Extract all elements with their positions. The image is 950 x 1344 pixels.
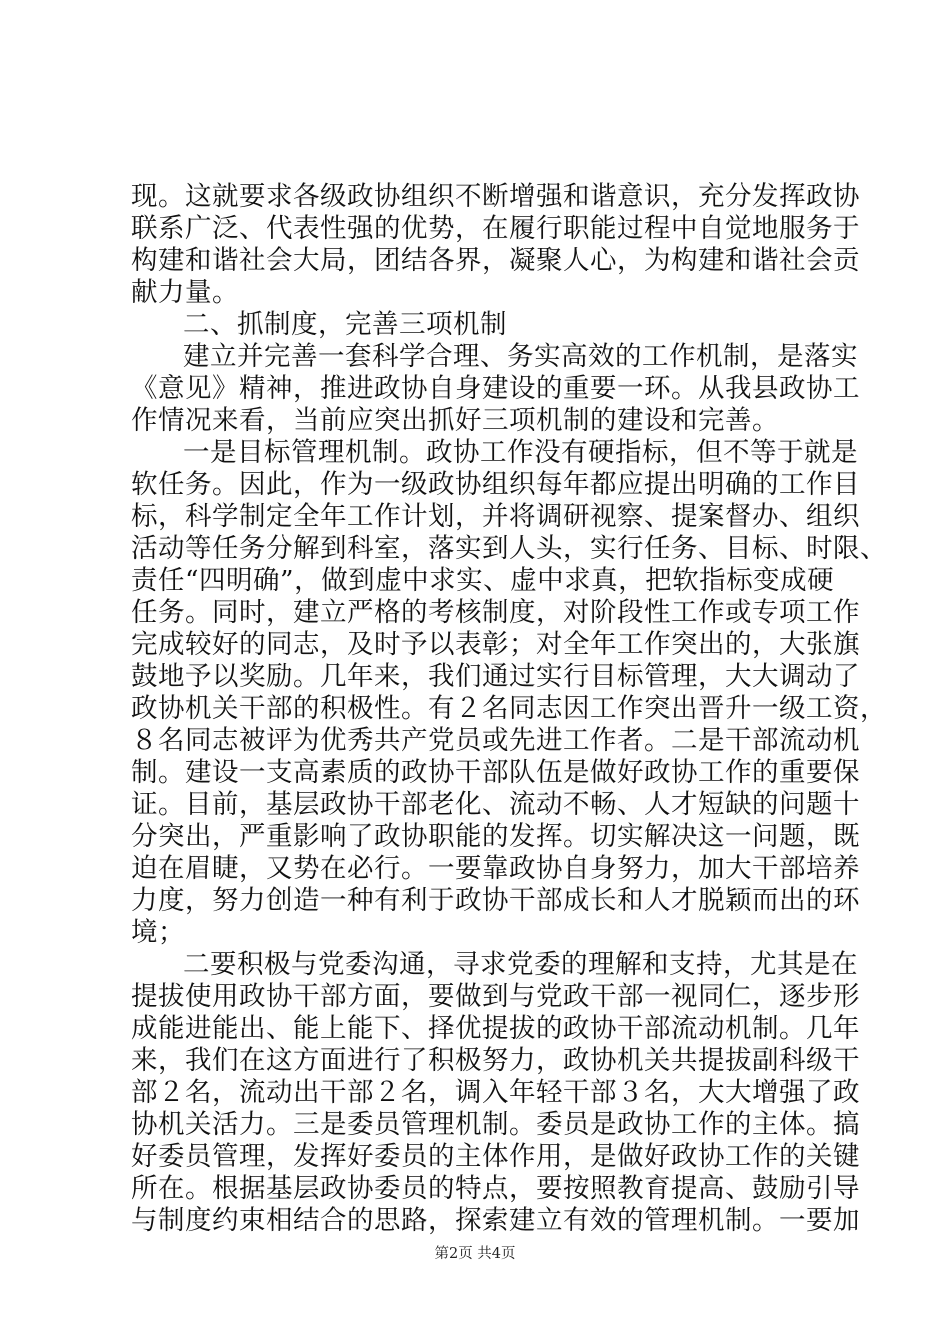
body-text-line: 制。建设一支高素质的政协干部队伍是做好政协工作的重要保 (131, 757, 860, 788)
body-text-line: 责任“四明确”，做到虚中求实、虚中求真，把软指标变成硬 (131, 565, 835, 596)
body-text-line: 献力量。 (131, 277, 239, 308)
body-text-line: 任务。同时，建立严格的考核制度，对阶段性工作或专项工作 (131, 597, 860, 628)
body-text-line: 作情况来看，当前应突出抓好三项机制的建设和完善。 (131, 405, 779, 436)
body-text-line: 构建和谐社会大局，团结各界，凝聚人心，为构建和谐社会贡 (131, 245, 860, 276)
body-text-line: 一是目标管理机制。政协工作没有硬指标，但不等于就是 (183, 437, 858, 468)
body-text-line: 部２名，流动出干部２名，调入年轻干部３名，大大增强了政 (131, 1077, 860, 1108)
body-text-line: 二要积极与党委沟通，寻求党委的理解和支持，尤其是在 (183, 949, 858, 980)
body-text-line: 协机关活力。三是委员管理机制。委员是政协工作的主体。搞 (131, 1109, 860, 1140)
body-text-line: 完成较好的同志，及时予以表彰；对全年工作突出的，大张旗 (131, 629, 860, 660)
page-number-footer: 第2页 共4页 (434, 1246, 516, 1262)
body-text-line: 分突出，严重影响了政协职能的发挥。切实解决这一问题，既 (131, 821, 860, 852)
body-text-line: 境； (131, 917, 185, 948)
body-text-line: 所在。根据基层政协委员的特点，要按照教育提高、鼓励引导 (131, 1173, 860, 1204)
body-text-line: 提拔使用政协干部方面，要做到与党政干部一视同仁，逐步形 (131, 981, 860, 1012)
body-text-line: 来，我们在这方面进行了积极努力，政协机关共提拔副科级干 (131, 1045, 860, 1076)
body-text-line: 建立并完善一套科学合理、务实高效的工作机制，是落实 (183, 341, 858, 372)
body-text-line: 好委员管理，发挥好委员的主体作用，是做好政协工作的关键 (131, 1141, 860, 1172)
body-text-line: 政协机关干部的积极性。有２名同志因工作突出晋升一级工资， (131, 693, 887, 724)
body-text-line: 证。目前，基层政协干部老化、流动不畅、人才短缺的问题十 (131, 789, 860, 820)
body-text-line: 与制度约束相结合的思路，探索建立有效的管理机制。一要加 (131, 1205, 860, 1236)
body-text-line: 现。这就要求各级政协组织不断增强和谐意识，充分发挥政协 (131, 181, 860, 212)
body-text-line: 联系广泛、代表性强的优势，在履行职能过程中自觉地服务于 (131, 213, 860, 244)
body-text-line: 《意见》精神，推进政协自身建设的重要一环。从我县政协工 (131, 373, 860, 404)
body-text-line: ８名同志被评为优秀共产党员或先进工作者。二是干部流动机 (131, 725, 860, 756)
body-text-line: 成能进能出、能上能下、择优提拔的政协干部流动机制。几年 (131, 1013, 860, 1044)
body-text-line: 软任务。因此，作为一级政协组织每年都应提出明确的工作目 (131, 469, 860, 500)
body-text-line: 活动等任务分解到科室，落实到人头，实行任务、目标、时限、 (131, 533, 887, 564)
body-text-line: 标，科学制定全年工作计划，并将调研视察、提案督办、组织 (131, 501, 860, 532)
section-heading: 二、抓制度，完善三项机制 (183, 309, 507, 340)
body-text-line: 力度，努力创造一种有利于政协干部成长和人才脱颖而出的环 (131, 885, 860, 916)
body-text-line: 迫在眉睫，又势在必行。一要靠政协自身努力，加大干部培养 (131, 853, 860, 884)
body-text-line: 鼓地予以奖励。几年来，我们通过实行目标管理，大大调动了 (131, 661, 860, 692)
